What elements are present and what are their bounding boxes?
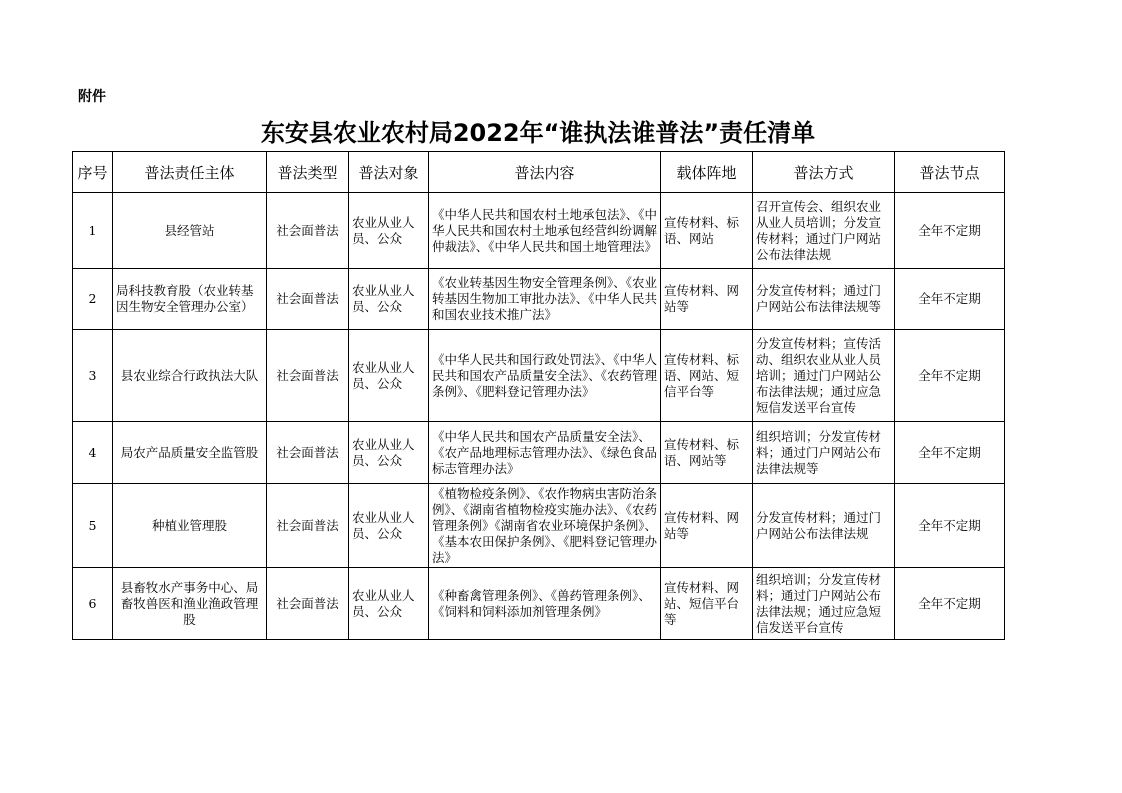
col-header-method: 普法方式	[753, 152, 895, 193]
cell-method: 分发宣传材料；宣传活动、组织农业从业人员培训；通过门户网站公布法律法规；通过应急短信发送平台宣传	[753, 330, 895, 422]
cell-no: 2	[73, 269, 113, 330]
cell-subject: 局农产品质量安全监管股	[113, 422, 267, 484]
table-row	[73, 568, 1005, 640]
cell-subject: 县畜牧水产事务中心、局畜牧兽医和渔业渔政管理股	[113, 568, 267, 640]
cell-type: 社会面普法	[267, 484, 349, 568]
cell-subject: 县农业综合行政执法大队	[113, 330, 267, 422]
cell-audience: 农业从业人员、公众	[349, 269, 429, 330]
cell-audience: 农业从业人员、公众	[349, 484, 429, 568]
cell-carrier: 宣传材料、标语、网站	[661, 193, 753, 269]
cell-no: 1	[73, 193, 113, 269]
cell-no: 3	[73, 330, 113, 422]
cell-no: 6	[73, 568, 113, 640]
cell-content: 《中华人民共和国行政处罚法》、《中华人民共和国农产品质量安全法》、《农药管理条例》、《肥料登记管理办法》	[429, 330, 661, 422]
table-header-row	[73, 152, 1005, 193]
cell-carrier: 宣传材料、网站、短信平台等	[661, 568, 753, 640]
col-header-audience: 普法对象	[349, 152, 429, 193]
responsibility-table	[72, 151, 1005, 640]
col-header-timing: 普法节点	[895, 152, 1005, 193]
cell-carrier: 宣传材料、网站等	[661, 484, 753, 568]
table-row	[73, 330, 1005, 422]
col-header-no: 序号	[73, 152, 113, 193]
cell-content: 《植物检疫条例》、《农作物病虫害防治条例》、《湖南省植物检疫实施办法》、《农药管理条例》《湖南省农业环境保护条例》、《基本农田保护条例》、《肥料登记管理办法》	[429, 484, 661, 568]
cell-type: 社会面普法	[267, 422, 349, 484]
cell-no: 4	[73, 422, 113, 484]
cell-timing: 全年不定期	[895, 269, 1005, 330]
cell-timing: 全年不定期	[895, 484, 1005, 568]
table-row	[73, 422, 1005, 484]
cell-timing: 全年不定期	[895, 422, 1005, 484]
cell-method: 分发宣传材料；通过门户网站公布法律法规等	[753, 269, 895, 330]
cell-content: 《中华人民共和国农产品质量安全法》、《农产品地理标志管理办法》、《绿色食品标志管理办法》	[429, 422, 661, 484]
cell-type: 社会面普法	[267, 193, 349, 269]
cell-audience: 农业从业人员、公众	[349, 422, 429, 484]
cell-timing: 全年不定期	[895, 568, 1005, 640]
cell-subject: 县经管站	[113, 193, 267, 269]
col-header-subject: 普法责任主体	[113, 152, 267, 193]
cell-content: 《种畜禽管理条例》、《兽药管理条例》、《饲料和饲料添加剂管理条例》	[429, 568, 661, 640]
cell-content: 《中华人民共和国农村土地承包法》、《中华人民共和国农村土地承包经营纠纷调解仲裁法》、《中华人民共和国土地管理法》	[429, 193, 661, 269]
cell-type: 社会面普法	[267, 568, 349, 640]
cell-subject: 局科技教育股（农业转基因生物安全管理办公室）	[113, 269, 267, 330]
cell-method: 分发宣传材料；通过门户网站公布法律法规	[753, 484, 895, 568]
cell-type: 社会面普法	[267, 269, 349, 330]
cell-no: 5	[73, 484, 113, 568]
cell-content: 《农业转基因生物安全管理条例》、《农业转基因生物加工审批办法》、《中华人民共和国农业技术推广法》	[429, 269, 661, 330]
cell-carrier: 宣传材料、标语、网站等	[661, 422, 753, 484]
cell-timing: 全年不定期	[895, 193, 1005, 269]
cell-timing: 全年不定期	[895, 330, 1005, 422]
table-row	[73, 193, 1005, 269]
table-row	[73, 269, 1005, 330]
col-header-content: 普法内容	[429, 152, 661, 193]
cell-method: 召开宣传会、组织农业从业人员培训；分发宣传材料；通过门户网站公布法律法规	[753, 193, 895, 269]
cell-audience: 农业从业人员、公众	[349, 193, 429, 269]
cell-audience: 农业从业人员、公众	[349, 568, 429, 640]
cell-method: 组织培训；分发宣传材料；通过门户网站公布法律法规；通过应急短信发送平台宣传	[753, 568, 895, 640]
cell-method: 组织培训；分发宣传材料；通过门户网站公布法律法规等	[753, 422, 895, 484]
cell-audience: 农业从业人员、公众	[349, 330, 429, 422]
col-header-type: 普法类型	[267, 152, 349, 193]
cell-carrier: 宣传材料、网站等	[661, 269, 753, 330]
col-header-carrier: 载体阵地	[661, 152, 753, 193]
attachment-label: 附件	[78, 89, 106, 105]
table-row	[73, 484, 1005, 568]
cell-subject: 种植业管理股	[113, 484, 267, 568]
cell-type: 社会面普法	[267, 330, 349, 422]
document-title: 东安县农业农村局2022年“谁执法谁普法”责任清单	[260, 119, 816, 147]
cell-carrier: 宣传材料、标语、网站、短信平台等	[661, 330, 753, 422]
